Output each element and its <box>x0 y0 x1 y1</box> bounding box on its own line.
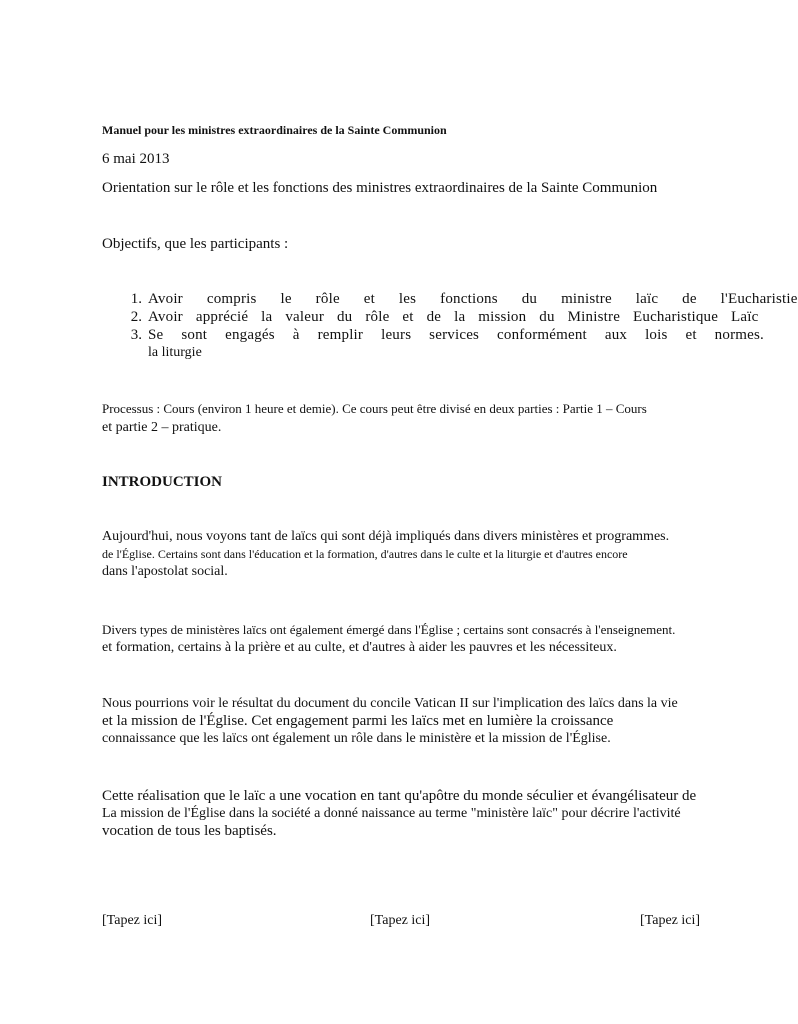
paragraph-line: Processus : Cours (environ 1 heure et demie). Ce cours peut être divisé en deux parties : Partie 1 – Cours <box>102 401 647 416</box>
objectives-list <box>120 290 798 362</box>
document-subtitle: Orientation sur le rôle et les fonctions des ministres extraordinaires de la Sainte Communion <box>102 180 658 196</box>
list-item-number: 3. <box>130 327 142 343</box>
list-item-number: 2. <box>130 309 142 325</box>
list-item <box>120 326 764 362</box>
paragraph-line: vocation de tous les baptisés. <box>102 823 277 839</box>
list-item-number: 1. <box>130 291 142 307</box>
footer-right-placeholder[interactable]: [Tapez ici] <box>640 913 701 928</box>
paragraph-line: Divers types de ministères laïcs ont également émergé dans l'Église ; certains sont consacrés à l'enseignement. <box>102 622 676 637</box>
list-item-text: Avoir compris le rôle et les fonctions du ministre laïc de l'Eucharistie <box>148 291 798 307</box>
paragraph-line: Aujourd'hui, nous voyons tant de laïcs qui sont déjà impliqués dans divers ministères et programmes. <box>102 529 670 544</box>
paragraph-line: connaissance que les laïcs ont également un rôle dans le ministère et la mission de l'Église. <box>102 731 611 746</box>
paragraph <box>102 622 732 656</box>
process-paragraph <box>102 401 732 436</box>
list-item-continuation: la liturgie <box>148 345 202 360</box>
list-item <box>120 308 760 326</box>
footer-left-placeholder[interactable]: [Tapez ici] <box>102 913 163 928</box>
paragraph-line: dans l'apostolat social. <box>102 564 228 579</box>
paragraph <box>102 696 732 747</box>
document-title: Manuel pour les ministres extraordinaires de la Sainte Communion <box>102 123 447 137</box>
paragraph-line: La mission de l'Église dans la société a donné naissance au terme "ministère laïc" pour décrire l'activité <box>102 806 681 821</box>
paragraph <box>102 788 732 840</box>
objectives-intro: Objectifs, que les participants : <box>102 236 289 252</box>
paragraph-line: de l'Église. Certains sont dans l'éducation et la formation, d'autres dans le culte et la liturgie et d'autres encore <box>102 547 628 561</box>
paragraph-line: et formation, certains à la prière et au culte, et d'autres à aider les pauvres et les nécessiteux. <box>102 640 617 655</box>
paragraph-line: et la mission de l'Église. Cet engagement parmi les laïcs met en lumière la croissance <box>102 713 614 729</box>
paragraph <box>102 529 732 580</box>
list-item-text: Avoir apprécié la valeur du rôle et de la mission du Ministre Eucharistique Laïc <box>148 309 759 325</box>
list-item-text: Se sont engagés à remplir leurs services conformément aux lois et normes. <box>148 327 764 343</box>
paragraph-line: Nous pourrions voir le résultat du document du concile Vatican II sur l'implication des laïcs dans la vie <box>102 696 678 711</box>
document-date: 6 mai 2013 <box>102 151 170 167</box>
paragraph-line: Cette réalisation que le laïc a une vocation en tant qu'apôtre du monde séculier et évangélisateur de <box>102 788 697 804</box>
footer-center-placeholder[interactable]: [Tapez ici] <box>370 913 431 928</box>
paragraph-line: et partie 2 – pratique. <box>102 420 222 435</box>
section-heading: INTRODUCTION <box>102 474 223 490</box>
list-item <box>120 290 798 308</box>
